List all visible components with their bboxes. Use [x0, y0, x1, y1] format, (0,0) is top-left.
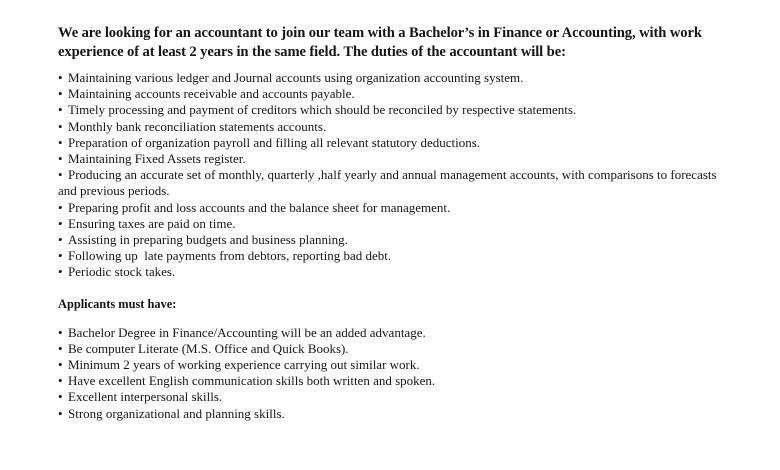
list-item: [58, 341, 728, 357]
list-item: [58, 86, 728, 102]
list-item: [58, 119, 728, 135]
requirement-text: Be computer Literate (M.S. Office and Quick Books).: [68, 340, 349, 356]
list-item: [58, 373, 728, 389]
requirements-heading: Applicants must have:: [58, 296, 177, 311]
list-item: [58, 151, 728, 167]
list-item: [58, 167, 728, 199]
bullet-icon: •: [58, 264, 63, 280]
duty-text: Maintaining Fixed Assets register.: [68, 151, 246, 167]
duty-text: Producing an accurate set of monthly, quarterly ,half yearly and annual management accounts, with comparisons to forecasts and previous periods.: [58, 167, 717, 199]
bullet-icon: •: [58, 102, 63, 118]
list-item: [58, 232, 728, 248]
bullet-icon: •: [58, 248, 63, 264]
bullet-icon: •: [58, 357, 63, 373]
list-item: [58, 216, 728, 232]
duty-text: Maintaining accounts receivable and accounts payable.: [68, 86, 355, 102]
bullet-icon: •: [58, 86, 63, 102]
bullet-icon: •: [58, 199, 63, 215]
duty-text: Timely processing and payment of creditors which should be reconciled by respective statements.: [68, 102, 577, 118]
bullet-icon: •: [58, 167, 63, 183]
requirement-text: Excellent interpersonal skills.: [68, 389, 223, 405]
bullet-icon: •: [58, 70, 63, 85]
bullet-icon: •: [58, 232, 63, 248]
list-item: [58, 325, 728, 341]
duty-text: Following up late payments from debtors, reporting bad debt.: [68, 248, 392, 264]
requirement-text: Strong organizational and planning skills.: [68, 405, 285, 421]
duty-text: Assisting in preparing budgets and business planning.: [68, 232, 348, 248]
bullet-icon: •: [58, 389, 63, 405]
requirement-text: Bachelor Degree in Finance/Accounting will be an added advantage.: [68, 324, 426, 340]
list-item: [58, 102, 728, 118]
duty-text: Preparation of organization payroll and filling all relevant statutory deductions.: [68, 134, 481, 150]
list-item: [58, 70, 728, 86]
bullet-icon: •: [58, 151, 63, 167]
duty-text: Ensuring taxes are paid on time.: [68, 215, 236, 231]
bullet-icon: •: [58, 324, 63, 340]
duty-text: Maintaining various ledger and Journal accounts using organization accounting system.: [68, 70, 524, 85]
list-item: [58, 389, 728, 405]
list-item: [58, 248, 728, 264]
bullet-icon: •: [58, 118, 63, 134]
bullet-icon: •: [58, 340, 63, 356]
bullet-icon: •: [58, 134, 63, 150]
list-item: [58, 406, 728, 422]
list-item: [58, 357, 728, 373]
job-posting: [58, 24, 728, 422]
duty-text: Monthly bank reconciliation statements accounts.: [68, 118, 327, 134]
list-item: [58, 264, 728, 280]
duty-text: Preparing profit and loss accounts and the balance sheet for management.: [68, 199, 451, 215]
list-item: [58, 200, 728, 216]
requirement-text: Have excellent English communication skills both written and spoken.: [68, 373, 436, 389]
list-item: [58, 135, 728, 151]
bullet-icon: •: [58, 215, 63, 231]
bullet-icon: •: [58, 373, 63, 389]
requirement-text: Minimum 2 years of working experience carrying out similar work.: [68, 357, 420, 373]
duty-text: Periodic stock takes.: [68, 264, 176, 280]
intro-paragraph: We are looking for an accountant to join our team with a Bachelor’s in Finance or Accounting, with work experience of at least 2 years in the same field. The duties of the accountant will be:: [58, 25, 702, 60]
duties-list: [58, 70, 728, 281]
bullet-icon: •: [58, 405, 63, 421]
requirements-list: [58, 325, 728, 422]
